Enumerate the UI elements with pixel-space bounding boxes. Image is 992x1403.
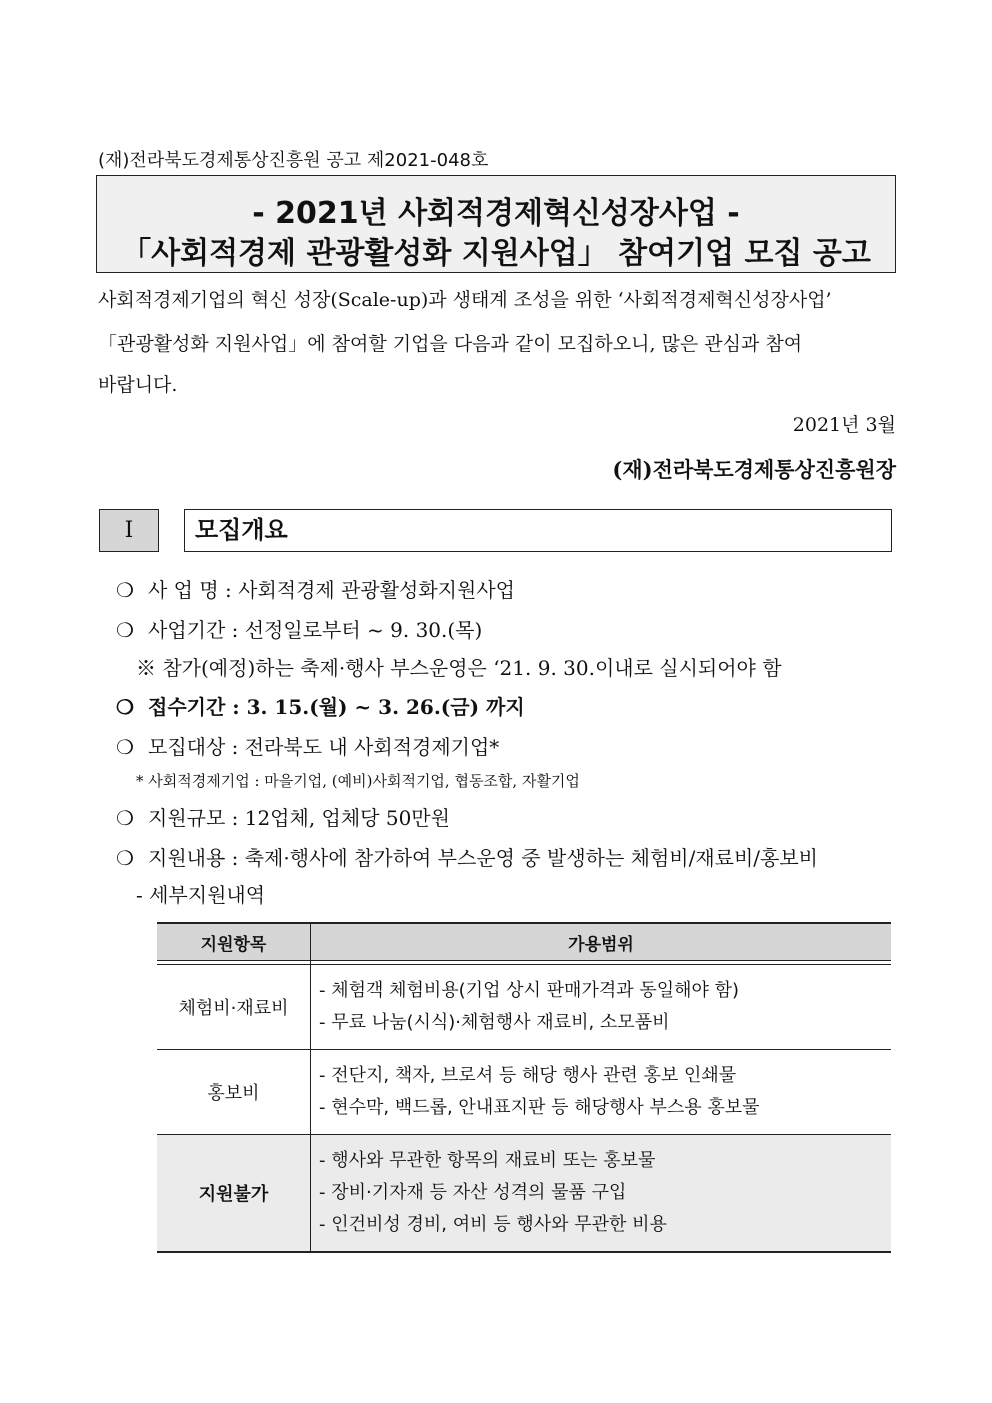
intro-line-3: 바랍니다. xyxy=(98,374,178,396)
table-header-row xyxy=(157,923,891,961)
issuer: (재)전라북도경제통상진흥원장 xyxy=(612,457,896,482)
table-row xyxy=(157,965,891,1050)
title-line-2: 「사회적경제 관광활성화 지원사업」 참여기업 모집 공고 xyxy=(121,236,871,271)
row-details: - 행사와 무관한 항목의 재료비 또는 홍보물 - 장비·기자재 등 자산 성격의 물품 구입 - 인건비성 경비, 여비 등 행사와 무관한 비용 xyxy=(311,1135,892,1253)
support-table xyxy=(157,922,891,1253)
intro-line-2: 「관광활성화 지원사업」에 참여할 기업을 다음과 같이 모집하오니, 많은 관심과 참여 xyxy=(98,333,803,355)
bullet-icon: ❍ xyxy=(116,735,134,759)
item-project-period: ❍ 사업기간 : 선정일로부터 ~ 9. 30.(목) xyxy=(116,618,483,642)
announcement-date: 2021년 3월 xyxy=(792,414,896,436)
title-box xyxy=(96,175,896,273)
row-category: 체험비·재료비 xyxy=(157,965,311,1050)
detail-heading: - 세부지원내역 xyxy=(136,883,266,907)
bullet-icon: ❍ xyxy=(116,618,134,642)
notice-number: (재)전라북도경제통상진흥원 공고 제2021-048호 xyxy=(98,150,489,171)
table-row xyxy=(157,1050,891,1135)
header-range: 가용범위 xyxy=(311,923,892,961)
bullet-icon: ❍ xyxy=(116,806,134,830)
row-category: 홍보비 xyxy=(157,1050,311,1135)
section-title: 모집개요 xyxy=(184,509,892,552)
intro-line-1: 사회적경제기업의 혁신 성장(Scale-up)과 생태계 조성을 위한 ‘사회적경제혁신성장사업’ xyxy=(98,289,832,311)
bullet-icon: ❍ xyxy=(116,695,134,719)
title-line-1: - 2021년 사회적경제혁신성장사업 - xyxy=(252,196,740,231)
row-category: 지원불가 xyxy=(157,1135,311,1253)
section-number: Ⅰ xyxy=(99,509,159,552)
table-row xyxy=(157,1135,891,1253)
period-note: ※ 참가(예정)하는 축제·행사 부스운영은 ‘21. 9. 30.이내로 실시되어야 함 xyxy=(136,656,782,680)
bullet-icon: ❍ xyxy=(116,846,134,870)
row-details: - 전단지, 책자, 브로셔 등 해당 행사 관련 홍보 인쇄물 - 현수막, 백드롭, 안내표지판 등 해당행사 부스용 홍보물 xyxy=(311,1050,892,1135)
item-scale: ❍ 지원규모 : 12업체, 업체당 50만원 xyxy=(116,806,450,830)
row-details: - 체험객 체험비용(기업 상시 판매가격과 동일해야 함) - 무료 나눔(시식)·체험행사 재료비, 소모품비 xyxy=(311,965,892,1050)
item-reception-period: ❍ 접수기간 : 3. 15.(월) ~ 3. 26.(금) 까지 xyxy=(116,695,525,719)
bullet-icon: ❍ xyxy=(116,578,134,602)
item-content: ❍ 지원내용 : 축제·행사에 참가하여 부스운영 중 발생하는 체험비/재료비/홍보비 xyxy=(116,846,818,870)
item-project-name: ❍ 사 업 명 : 사회적경제 관광활성화지원사업 xyxy=(116,578,515,602)
header-category: 지원항목 xyxy=(157,923,311,961)
item-target: ❍ 모집대상 : 전라북도 내 사회적경제기업* xyxy=(116,735,500,759)
target-note: * 사회적경제기업 : 마을기업, (예비)사회적기업, 협동조합, 자활기업 xyxy=(136,772,580,790)
